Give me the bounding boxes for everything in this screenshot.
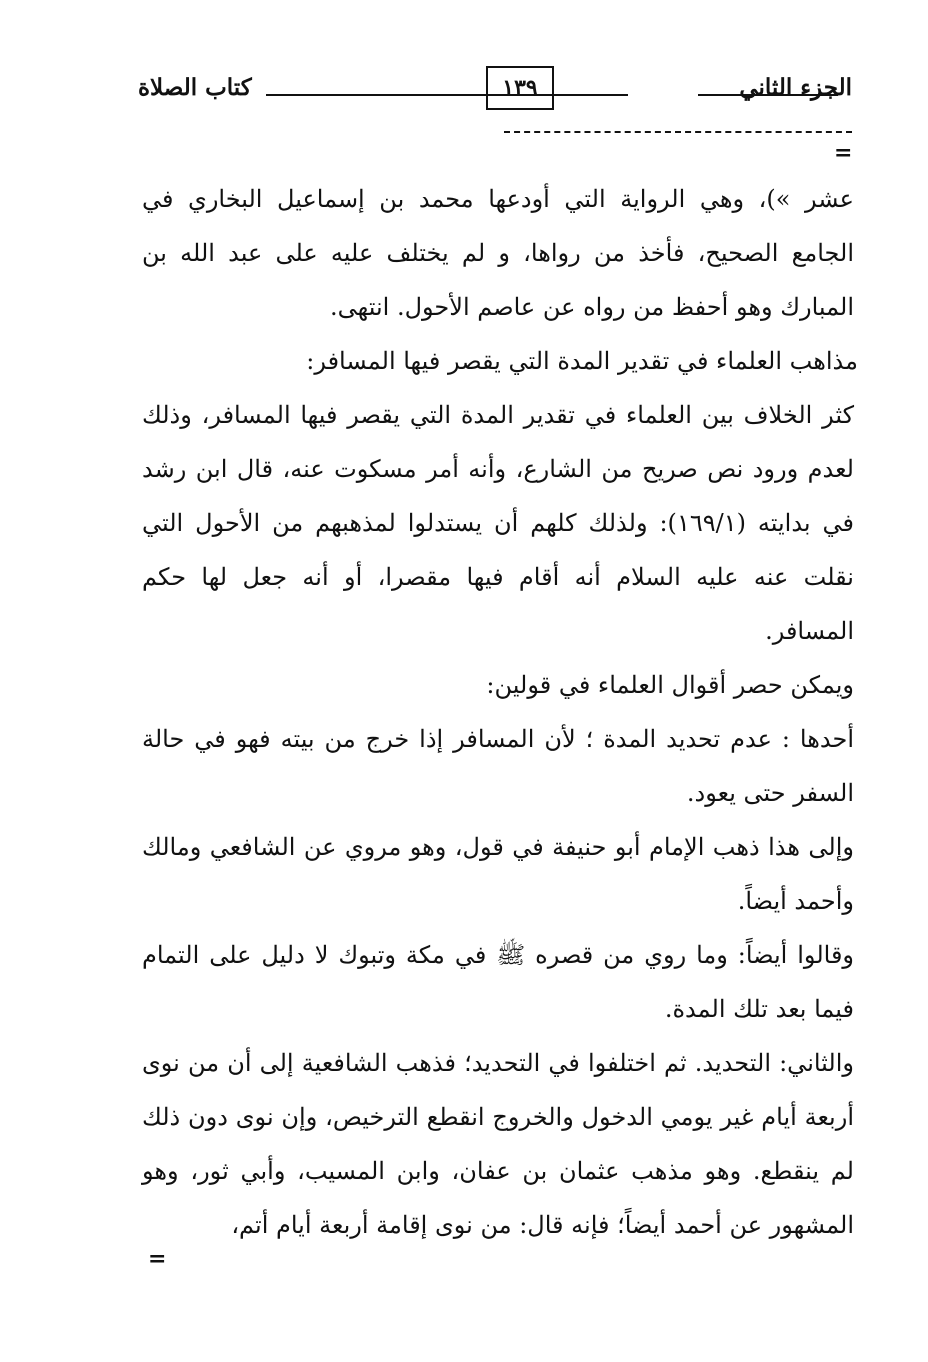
continuation-mark-top: = <box>834 140 853 166</box>
paragraph: وإلى هذا ذهب الإمام أبو حنيفة في قول، وهو مروي عن الشافعي ومالك وأحمد أيضاً. <box>142 833 854 915</box>
book-title: كتاب الصلاة <box>138 74 252 101</box>
paragraph: والثاني: التحديد. ثم اختلفوا في التحديد؛ فذهب الشافعية إلى أن من نوى أربعة أيام غير يومي الدخول والخروج انقطع الترخيص، وإن نوى دون ذلك لم ينقطع. وهو مذهب عثمان بن عفان، وابن المسيب، وأبي ثور، وهو المشهور عن أحمد أيضاً؛ فإنه قال: من نوى إقامة أربعة أيام أتم، <box>142 1049 854 1239</box>
page-number: ١٣٩ <box>486 66 554 110</box>
paragraph: عشر »)، وهي الرواية التي أودعها محمد بن إسماعيل البخاري في الجامع الصحيح، فأخذ من رواها، و لم يختلف عليه على عبد الله بن المبارك وهو أحفظ من رواه عن عاصم الأحول. انتهى. <box>142 185 854 321</box>
section-heading: مذاهب العلماء في تقدير المدة التي يقصر فيها المسافر: <box>306 347 858 375</box>
paragraph: ويمكن حصر أقوال العلماء في قولين: <box>486 671 854 699</box>
running-header <box>138 66 852 126</box>
header-rule-left <box>266 94 628 96</box>
volume-label: الجزء الثاني <box>739 74 852 101</box>
continuation-mark-bottom: = <box>148 1246 167 1272</box>
paragraph: كثر الخلاف بين العلماء في تقدير المدة التي يقصر فيها المسافر، وذلك لعدم ورود نص صريح من الشارع، وأنه أمر مسكوت عنه، قال ابن رشد في بدايته (١٦٩/١): ولذلك كلهم أن يستدلوا لمذهبهم من الأحول التي نقلت عنه عليه السلام أنه أقام فيها مقصرا، أو أنه جعل لها حكم المسافر. <box>142 401 855 645</box>
header-rule-right <box>698 94 838 96</box>
footnote-separator <box>504 131 852 133</box>
paragraph: أحدها : عدم تحديد المدة ؛ لأن المسافر إذا خرج من بيته فهو في حالة السفر حتى يعود. <box>142 725 854 807</box>
paragraph: وقالوا أيضاً: وما روي من قصره ﷺ في مكة وتبوك لا دليل على التمام فيما بعد تلك المدة. <box>142 941 854 1023</box>
body-text <box>142 172 858 1252</box>
